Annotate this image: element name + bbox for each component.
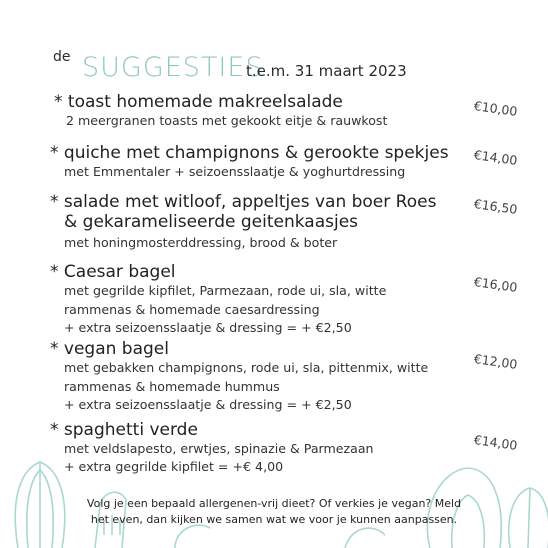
item-description: 2 meergranen toasts met gekookt eitje & rauwkost (66, 113, 388, 128)
item-name-continued: & gekarameliseerde geitenkaasjes (64, 212, 359, 232)
item-description: met honingmosterddressing, brood & boter (64, 235, 338, 250)
item-price: €12,00 (472, 351, 519, 372)
item-price: €10,00 (472, 98, 519, 119)
item-price: €14,00 (472, 432, 519, 453)
item-name: * vegan bagel (50, 339, 169, 359)
allergen-note-line: Volg je een bepaald allergenen-vrij dieet? Of verkies je vegan? Meld (86, 497, 462, 510)
item-description: rammenas & homemade hummus (64, 379, 280, 394)
item-name: * salade met witloof, appeltjes van boer Roes (50, 192, 437, 212)
item-name: * spaghetti verde (50, 420, 198, 440)
item-description: met Emmentaler + seizoensslaatje & yoghurtdressing (64, 164, 406, 179)
item-extra: + extra seizoensslaatje & dressing = + €2,50 (64, 397, 352, 412)
validity-date: t.e.m. 31 maart 2023 (246, 62, 407, 80)
allergen-note-line: het even, dan kijken we samen wat we voor je kunnen aanpassen. (90, 513, 458, 526)
allergen-note (40, 496, 508, 528)
item-name: * Caesar bagel (50, 262, 176, 282)
item-description: rammenas & homemade caesardressing (64, 302, 320, 317)
item-name: * toast homemade makreelsalade (54, 92, 343, 112)
item-price: €16,50 (472, 196, 519, 217)
item-price: €16,00 (472, 274, 519, 295)
item-description: met veldslapesto, erwtjes, spinazie & Parmezaan (64, 441, 374, 456)
page-title: SUGGESTIES (82, 52, 264, 83)
item-price: €14,00 (472, 147, 519, 168)
item-name: * quiche met champignons & gerookte spekjes (50, 143, 449, 163)
item-extra: + extra seizoensslaatje & dressing = + €2,50 (64, 320, 352, 335)
item-description: met gegrilde kipfilet, Parmezaan, rode ui, sla, witte (64, 283, 387, 298)
header-prefix: de (53, 49, 71, 65)
item-extra: + extra gegrilde kipfilet = +€ 4,00 (64, 459, 284, 474)
item-description: met gebakken champignons, rode ui, sla, pittenmix, witte (64, 360, 429, 375)
